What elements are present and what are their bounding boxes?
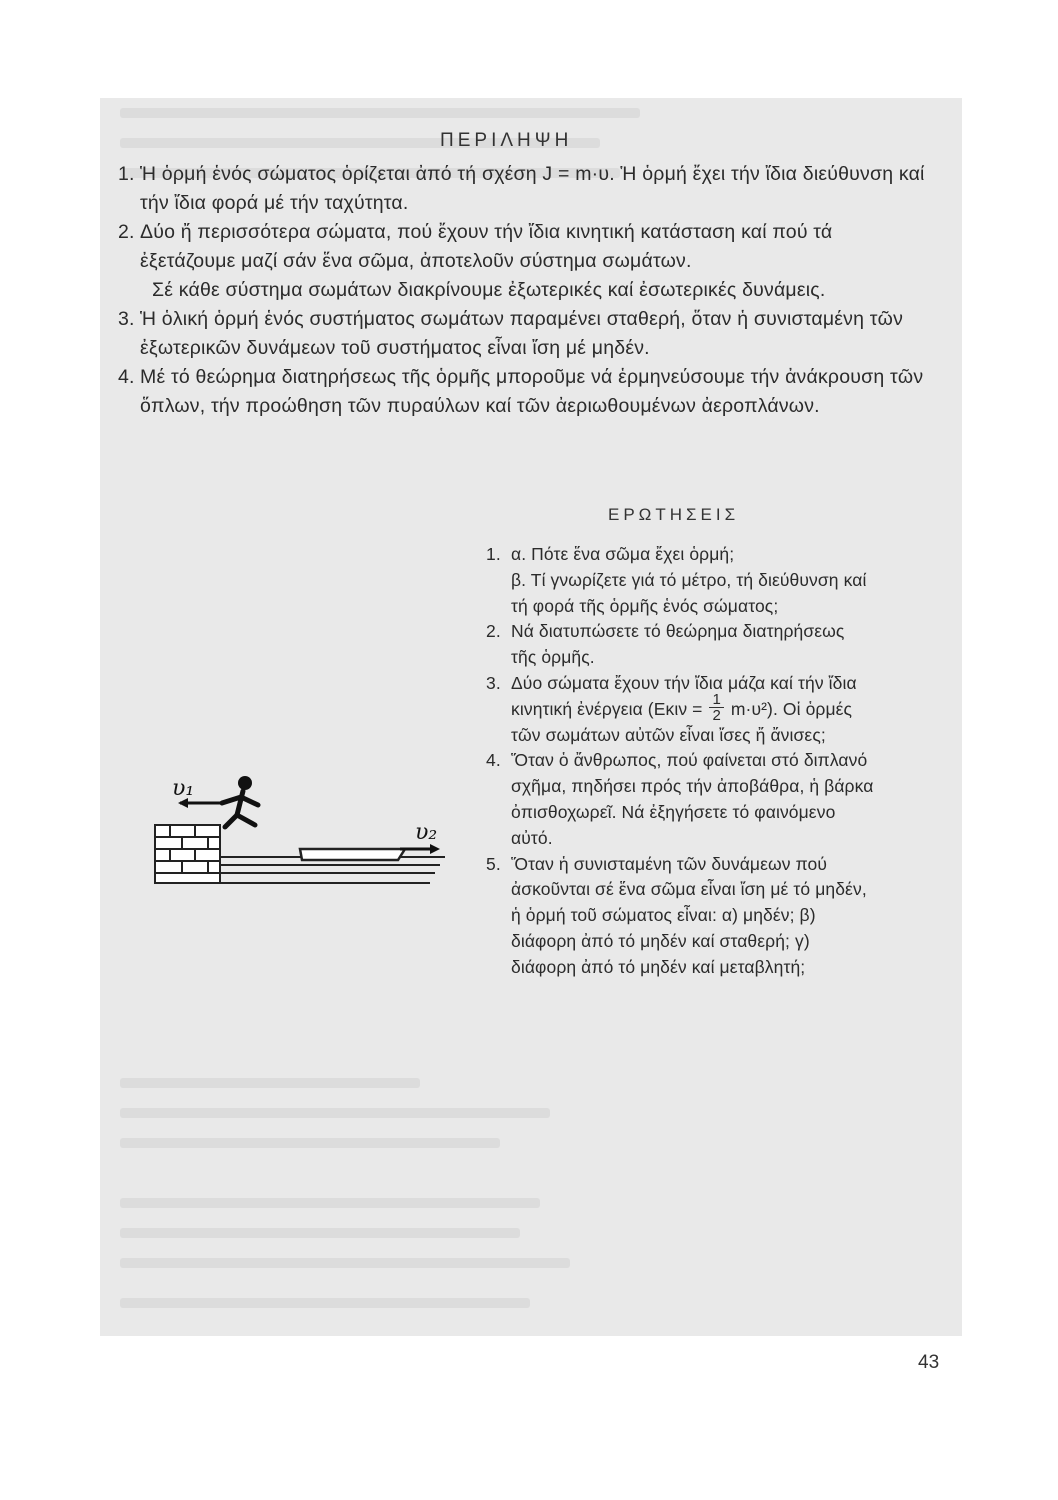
- summary-item-number: 2.: [118, 221, 135, 243]
- summary-item: [118, 276, 928, 305]
- fraction: [709, 692, 723, 723]
- question-number: 3.: [486, 672, 501, 693]
- velocity-label-v1: υ₁: [172, 776, 195, 801]
- question-number: 2.: [486, 621, 501, 642]
- question-number: 5.: [486, 853, 501, 874]
- summary-list: [118, 160, 928, 421]
- question-number: 1.: [486, 544, 501, 564]
- summary-item-text: Σέ κάθε σύστημα σωμάτων διακρίνουμε ἐξωτερικές καί ἐσωτερικές δυνάμεις.: [152, 279, 826, 301]
- summary-item-text: Δύο ἤ περισσότερα σώματα, πού ἔχουν τήν ἴδια κινητική κατάσταση καί πού τά ἐξετάζουμε μαζί σάν ἕνα σῶμα, ἀποτελοῦν σύστημα σωμάτων.: [140, 221, 833, 272]
- boat-icon: [300, 849, 405, 860]
- summary-item-number: 1.: [118, 163, 135, 185]
- velocity-label-v2: υ₂: [415, 820, 438, 845]
- question-item: [486, 748, 874, 851]
- summary-heading: ΠΕΡΙΛΗΨΗ: [440, 130, 573, 151]
- person-jumping-from-boat-illustration: [150, 765, 450, 890]
- question-number: 4.: [486, 750, 501, 771]
- summary-item-text: Ἡ ὁλική ὁρμή ἑνός συστήματος σωμάτων παραμένει σταθερή, ὅταν ἡ συνισταμένη τῶν ἐξωτερικῶν δυνάμεων τοῦ συστήματος εἶναι ἴση μέ μηδέν.: [140, 308, 904, 359]
- summary-item-number: 3.: [118, 308, 135, 330]
- question-text: β. Τί γνωρίζετε γιά τό μέτρο, τή διεύθυνση καί τή φορά τῆς ὁρμῆς ἑνός σώματος;: [511, 569, 867, 616]
- questions-heading: ΕΡΩΤΗΣΕΙΣ: [608, 505, 740, 524]
- question-number: [486, 568, 511, 620]
- question-item: [486, 568, 874, 620]
- person-icon: [222, 776, 258, 827]
- summary-item: [118, 363, 928, 421]
- page-number: 43: [918, 1352, 940, 1373]
- summary-item-text: Ἡ ὁρμή ἑνός σώματος ὁρίζεται ἀπό τή σχέση J = m·υ. Ἡ ὁρμή ἔχει τήν ἴδια διεύθυνση καί τήν ἴδια φορά μέ τήν ταχύτητα.: [140, 163, 925, 214]
- fraction-denominator: 2: [712, 706, 721, 724]
- question-item: [486, 619, 874, 671]
- summary-item: [118, 160, 928, 218]
- question-text: [511, 671, 874, 748]
- pier-icon: [155, 825, 220, 883]
- question-text: Νά διατυπώσετε τό θεώρημα διατηρήσεως τῆς ὁρμῆς.: [511, 621, 845, 668]
- question-item: [486, 542, 874, 568]
- question-text-part: Δύο σώματα ἔχουν τήν ἴδια μάζα καί τήν ἴδια κινητική ἐνέργεια (Eκιν =: [511, 672, 857, 719]
- question-item: [486, 852, 874, 981]
- question-text: Ὅταν ἡ συνισταμένη τῶν δυνάμεων πού ἀσκοῦνται σέ ἕνα σῶμα εἶναι ἴση μέ τό μηδέν, ἡ ὁρμή τοῦ σώματος εἶναι: α) μηδέν; β) διάφορη ἀπό τό μηδέν καί σταθερή; γ) διάφορη ἀπό τό μηδέν καί μεταβλητή;: [511, 853, 867, 977]
- summary-item: [118, 305, 928, 363]
- questions-list: [486, 542, 874, 981]
- question-text: α. Πότε ἕνα σῶμα ἔχει ὁρμή;: [511, 544, 735, 564]
- question-text: Ὅταν ὁ ἄνθρωπος, πού φαίνεται στό διπλανό σχῆμα, πηδήσει πρός τήν ἀποβάθρα, ἡ βάρκα ὀπισθοχωρεῖ. Νά ἐξηγήσετε τό φαινόμενο αὐτό.: [511, 750, 874, 848]
- summary-item-number: 4.: [118, 366, 135, 388]
- question-text-part: m·υ²). Οἱ ὁρμές τῶν σωμάτων αὐτῶν εἶναι ἴσες ἤ ἄνισες;: [511, 698, 853, 745]
- fraction-numerator: 1: [709, 692, 723, 708]
- summary-item-text: Μέ τό θεώρημα διατηρήσεως τῆς ὁρμῆς μποροῦμε νά ἑρμηνεύσουμε τήν ἀνάκρουση τῶν ὅπλων, τήν προώθηση τῶν πυραύλων καί τῶν ἀεριωθουμένων ἀεροπλάνων.: [140, 366, 924, 417]
- summary-item-number: [130, 276, 152, 305]
- summary-item: [118, 218, 928, 276]
- question-item: [486, 671, 874, 748]
